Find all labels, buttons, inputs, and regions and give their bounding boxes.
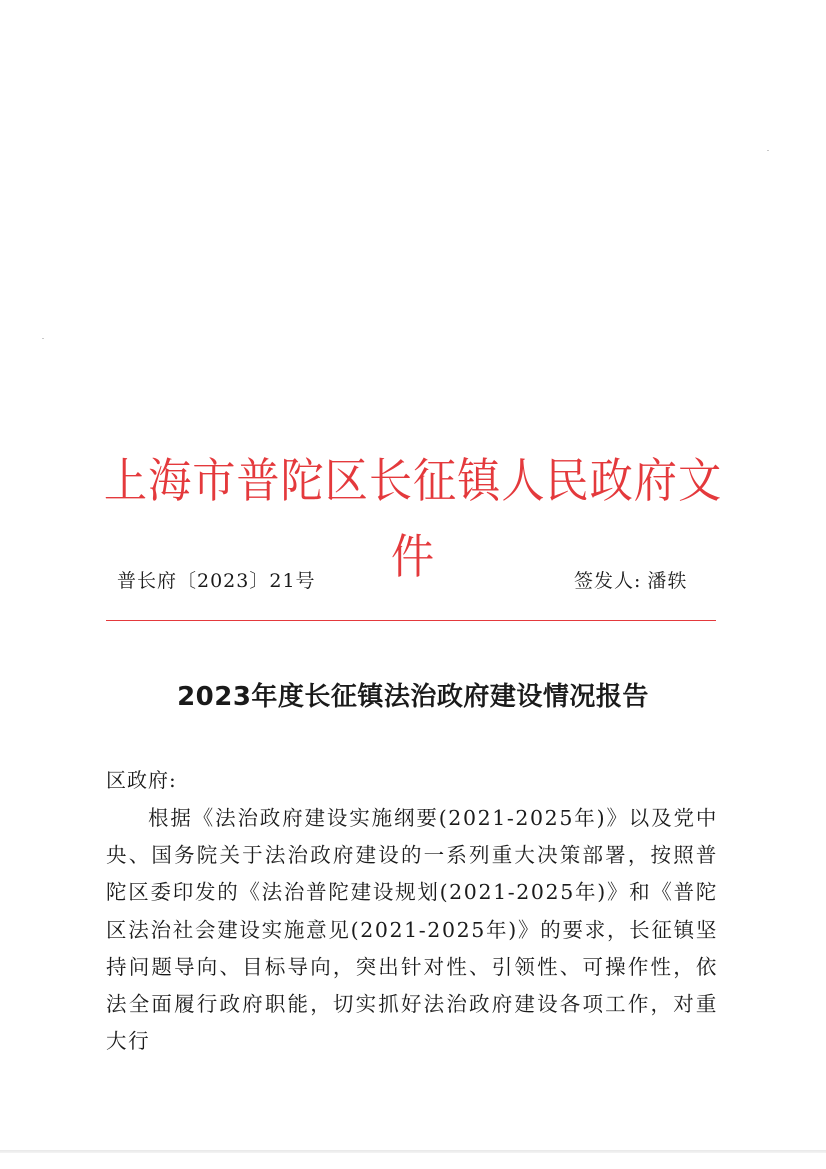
report-title: 2023年度长征镇法治政府建设情况报告 xyxy=(177,682,649,712)
document-number: 普长府〔2023〕21号 xyxy=(117,570,316,592)
signer-line xyxy=(574,566,687,593)
body-paragraph: 根据《法治政府建设实施纲要(2021-2025年)》以及党中央、国务院关于法治政府建设的一系列重大决策部署，按照普陀区委印发的《法治普陀建设规划(2021-2025年)》和《普陀区法治社会建设实施意见(2021-2025年)》的要求，长征镇坚持问题导向、目标导向，突出针对性、引领性、可操作性，依法全面履行政府职能，切实抓好法治政府建设各项工作，对重大行 xyxy=(106,806,718,1054)
scan-speck xyxy=(42,338,44,339)
red-divider xyxy=(106,620,716,621)
salutation: 区政府: xyxy=(106,768,177,792)
signer-name: 潘轶 xyxy=(647,570,688,592)
signer-label: 签发人: xyxy=(574,570,642,592)
scan-speck xyxy=(767,150,769,151)
scan-bottom-edge xyxy=(0,1150,826,1153)
issuer-header: 上海市普陀区长征镇人民政府文件 xyxy=(103,454,723,585)
